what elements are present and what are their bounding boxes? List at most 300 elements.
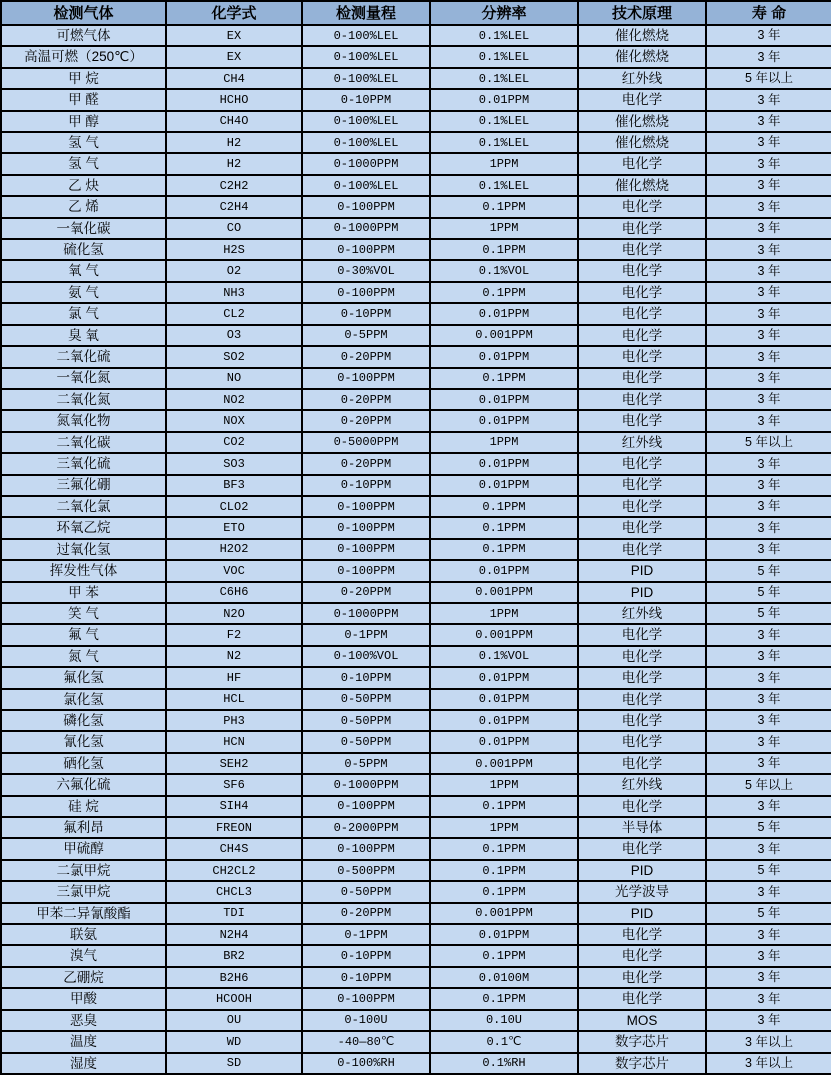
cell-gas: 氮 气 — [1, 646, 166, 667]
cell-range: 0-100PPM — [302, 796, 430, 817]
cell-resolution: 0.1%LEL — [430, 25, 578, 46]
cell-formula: HCN — [166, 731, 302, 752]
cell-principle: 电化学 — [578, 624, 706, 645]
table-row — [1, 475, 831, 496]
cell-principle: 电化学 — [578, 753, 706, 774]
table-row — [1, 1010, 831, 1031]
cell-formula: FREON — [166, 817, 302, 838]
cell-resolution: 0.1PPM — [430, 196, 578, 217]
cell-formula: H2O2 — [166, 539, 302, 560]
table-row — [1, 325, 831, 346]
cell-gas: 笑 气 — [1, 603, 166, 624]
cell-principle: PID — [578, 560, 706, 581]
cell-resolution: 0.1%LEL — [430, 46, 578, 67]
cell-lifespan: 3 年 — [706, 175, 831, 196]
cell-range: 0-100%LEL — [302, 175, 430, 196]
cell-range: 0-5PPM — [302, 753, 430, 774]
cell-formula: C2H4 — [166, 196, 302, 217]
cell-gas: 挥发性气体 — [1, 560, 166, 581]
cell-resolution: 0.1%LEL — [430, 175, 578, 196]
cell-principle: 电化学 — [578, 89, 706, 110]
cell-principle: 催化燃烧 — [578, 175, 706, 196]
cell-gas: 硒化氢 — [1, 753, 166, 774]
cell-principle: 电化学 — [578, 239, 706, 260]
cell-gas: 二氧化氮 — [1, 389, 166, 410]
cell-resolution: 0.001PPM — [430, 325, 578, 346]
cell-lifespan: 3 年 — [706, 624, 831, 645]
cell-formula: H2S — [166, 239, 302, 260]
table-row — [1, 924, 831, 945]
cell-principle: PID — [578, 582, 706, 603]
cell-resolution: 1PPM — [430, 774, 578, 795]
cell-principle: 电化学 — [578, 218, 706, 239]
cell-principle: 电化学 — [578, 924, 706, 945]
cell-principle: 催化燃烧 — [578, 46, 706, 67]
table-row — [1, 368, 831, 389]
cell-principle: 电化学 — [578, 475, 706, 496]
table-row — [1, 881, 831, 902]
cell-lifespan: 3 年 — [706, 796, 831, 817]
cell-gas: 三氟化硼 — [1, 475, 166, 496]
cell-resolution: 0.01PPM — [430, 667, 578, 688]
cell-formula: HCHO — [166, 89, 302, 110]
cell-resolution: 0.01PPM — [430, 389, 578, 410]
cell-gas: 一氧化碳 — [1, 218, 166, 239]
cell-resolution: 0.1PPM — [430, 282, 578, 303]
cell-lifespan: 3 年 — [706, 368, 831, 389]
cell-principle: 电化学 — [578, 988, 706, 1009]
cell-gas: 二氧化硫 — [1, 346, 166, 367]
cell-gas: 乙硼烷 — [1, 967, 166, 988]
cell-range: 0-100PPM — [302, 539, 430, 560]
cell-lifespan: 3 年 — [706, 539, 831, 560]
table-row — [1, 1053, 831, 1075]
cell-formula: BR2 — [166, 945, 302, 966]
table-row — [1, 624, 831, 645]
cell-resolution: 0.1%VOL — [430, 646, 578, 667]
cell-range: 0-100PPM — [302, 196, 430, 217]
cell-resolution: 0.1PPM — [430, 945, 578, 966]
table-row — [1, 774, 831, 795]
column-header-resolution: 分辨率 — [430, 1, 578, 25]
cell-principle: 电化学 — [578, 368, 706, 389]
cell-formula: SF6 — [166, 774, 302, 795]
table-row — [1, 945, 831, 966]
cell-lifespan: 3 年 — [706, 881, 831, 902]
cell-formula: NH3 — [166, 282, 302, 303]
cell-gas: 硫化氢 — [1, 239, 166, 260]
column-header-gas: 检测气体 — [1, 1, 166, 25]
cell-lifespan: 3 年 — [706, 988, 831, 1009]
table-row — [1, 111, 831, 132]
cell-principle: 数字芯片 — [578, 1053, 706, 1075]
cell-gas: 甲苯二异氰酸酯 — [1, 903, 166, 924]
cell-formula: CLO2 — [166, 496, 302, 517]
cell-principle: PID — [578, 903, 706, 924]
table-row — [1, 239, 831, 260]
cell-range: 0-100%LEL — [302, 111, 430, 132]
cell-range: 0-5PPM — [302, 325, 430, 346]
cell-gas: 氯化氢 — [1, 689, 166, 710]
table-row — [1, 731, 831, 752]
cell-gas: 乙 烯 — [1, 196, 166, 217]
cell-range: 0-10PPM — [302, 303, 430, 324]
table-row — [1, 453, 831, 474]
cell-range: 0-1000PPM — [302, 774, 430, 795]
cell-resolution: 0.001PPM — [430, 903, 578, 924]
cell-resolution: 0.01PPM — [430, 475, 578, 496]
cell-principle: 电化学 — [578, 667, 706, 688]
cell-lifespan: 3 年 — [706, 196, 831, 217]
cell-lifespan: 3 年 — [706, 517, 831, 538]
cell-gas: 温度 — [1, 1031, 166, 1052]
cell-range: 0-100PPM — [302, 560, 430, 581]
table-row — [1, 496, 831, 517]
cell-principle: 电化学 — [578, 967, 706, 988]
cell-resolution: 0.1%LEL — [430, 111, 578, 132]
cell-resolution: 0.01PPM — [430, 410, 578, 431]
table-row — [1, 860, 831, 881]
cell-resolution: 0.01PPM — [430, 89, 578, 110]
cell-lifespan: 3 年 — [706, 325, 831, 346]
cell-gas: 臭 氧 — [1, 325, 166, 346]
cell-formula: VOC — [166, 560, 302, 581]
cell-principle: 电化学 — [578, 389, 706, 410]
cell-range: 0-2000PPM — [302, 817, 430, 838]
cell-resolution: 0.1℃ — [430, 1031, 578, 1052]
cell-lifespan: 3 年 — [706, 475, 831, 496]
cell-gas: 三氯甲烷 — [1, 881, 166, 902]
cell-lifespan: 3 年 — [706, 346, 831, 367]
cell-formula: CL2 — [166, 303, 302, 324]
cell-formula: CH2CL2 — [166, 860, 302, 881]
cell-formula: O2 — [166, 260, 302, 281]
cell-range: 0-1000PPM — [302, 218, 430, 239]
table-body — [1, 25, 831, 1074]
table-row — [1, 25, 831, 46]
cell-range: 0-1PPM — [302, 924, 430, 945]
cell-resolution: 0.1%LEL — [430, 132, 578, 153]
cell-resolution: 0.1PPM — [430, 496, 578, 517]
cell-resolution: 0.01PPM — [430, 303, 578, 324]
table-row — [1, 282, 831, 303]
cell-lifespan: 3 年 — [706, 924, 831, 945]
cell-principle: 光学波导 — [578, 881, 706, 902]
table-row — [1, 432, 831, 453]
cell-gas: 二氯甲烷 — [1, 860, 166, 881]
table-row — [1, 667, 831, 688]
cell-principle: 催化燃烧 — [578, 132, 706, 153]
cell-gas: 环氧乙烷 — [1, 517, 166, 538]
cell-range: 0-20PPM — [302, 582, 430, 603]
cell-resolution: 0.01PPM — [430, 453, 578, 474]
table-row — [1, 517, 831, 538]
cell-lifespan: 5 年以上 — [706, 774, 831, 795]
cell-resolution: 0.001PPM — [430, 582, 578, 603]
cell-lifespan: 5 年 — [706, 817, 831, 838]
cell-range: 0-20PPM — [302, 903, 430, 924]
table-row — [1, 710, 831, 731]
cell-range: 0-10PPM — [302, 89, 430, 110]
cell-range: 0-1PPM — [302, 624, 430, 645]
cell-lifespan: 3 年 — [706, 710, 831, 731]
cell-formula: CO — [166, 218, 302, 239]
cell-principle: 电化学 — [578, 945, 706, 966]
cell-principle: 红外线 — [578, 603, 706, 624]
cell-formula: F2 — [166, 624, 302, 645]
cell-resolution: 1PPM — [430, 218, 578, 239]
table-row — [1, 410, 831, 431]
cell-range: 0-100PPM — [302, 496, 430, 517]
cell-resolution: 0.1PPM — [430, 881, 578, 902]
cell-lifespan: 3 年 — [706, 646, 831, 667]
cell-gas: 甲酸 — [1, 988, 166, 1009]
cell-formula: WD — [166, 1031, 302, 1052]
cell-gas: 溴气 — [1, 945, 166, 966]
cell-gas: 湿度 — [1, 1053, 166, 1075]
cell-formula: SO2 — [166, 346, 302, 367]
cell-gas: 氟利昂 — [1, 817, 166, 838]
cell-lifespan: 5 年 — [706, 582, 831, 603]
cell-resolution: 1PPM — [430, 432, 578, 453]
cell-lifespan: 3 年 — [706, 838, 831, 859]
cell-lifespan: 5 年 — [706, 560, 831, 581]
cell-lifespan: 3 年 — [706, 945, 831, 966]
cell-range: 0-20PPM — [302, 453, 430, 474]
cell-formula: B2H6 — [166, 967, 302, 988]
cell-range: 0-50PPM — [302, 881, 430, 902]
cell-principle: MOS — [578, 1010, 706, 1031]
table-row — [1, 218, 831, 239]
cell-principle: 红外线 — [578, 432, 706, 453]
cell-principle: 电化学 — [578, 260, 706, 281]
cell-lifespan: 3 年 — [706, 303, 831, 324]
cell-range: 0-100PPM — [302, 838, 430, 859]
cell-lifespan: 3 年 — [706, 753, 831, 774]
cell-resolution: 0.1PPM — [430, 796, 578, 817]
cell-gas: 可燃气体 — [1, 25, 166, 46]
cell-range: 0-100%LEL — [302, 68, 430, 89]
cell-formula: O3 — [166, 325, 302, 346]
cell-formula: HCL — [166, 689, 302, 710]
cell-principle: 电化学 — [578, 153, 706, 174]
cell-lifespan: 5 年以上 — [706, 432, 831, 453]
cell-principle: 电化学 — [578, 517, 706, 538]
cell-gas: 氢 气 — [1, 153, 166, 174]
cell-formula: SO3 — [166, 453, 302, 474]
cell-lifespan: 3 年 — [706, 260, 831, 281]
table-row — [1, 603, 831, 624]
cell-resolution: 1PPM — [430, 153, 578, 174]
cell-range: 0-30%VOL — [302, 260, 430, 281]
cell-resolution: 1PPM — [430, 817, 578, 838]
cell-gas: 磷化氢 — [1, 710, 166, 731]
cell-principle: PID — [578, 860, 706, 881]
cell-resolution: 0.1%RH — [430, 1053, 578, 1075]
table-row — [1, 1031, 831, 1052]
cell-formula: NOX — [166, 410, 302, 431]
cell-principle: 电化学 — [578, 196, 706, 217]
table-row — [1, 967, 831, 988]
cell-formula: TDI — [166, 903, 302, 924]
column-header-lifespan: 寿 命 — [706, 1, 831, 25]
cell-lifespan: 3 年 — [706, 132, 831, 153]
cell-range: 0-100PPM — [302, 517, 430, 538]
cell-formula: C2H2 — [166, 175, 302, 196]
table-row — [1, 132, 831, 153]
cell-lifespan: 3 年 — [706, 967, 831, 988]
cell-range: 0-100%VOL — [302, 646, 430, 667]
cell-range: 0-10PPM — [302, 945, 430, 966]
cell-principle: 红外线 — [578, 68, 706, 89]
cell-gas: 硅 烷 — [1, 796, 166, 817]
cell-range: 0-100U — [302, 1010, 430, 1031]
cell-lifespan: 3 年 — [706, 689, 831, 710]
cell-range: 0-20PPM — [302, 410, 430, 431]
cell-lifespan: 3 年 — [706, 218, 831, 239]
cell-lifespan: 3 年 — [706, 111, 831, 132]
cell-principle: 电化学 — [578, 796, 706, 817]
cell-formula: CO2 — [166, 432, 302, 453]
cell-gas: 恶臭 — [1, 1010, 166, 1031]
cell-formula: HF — [166, 667, 302, 688]
table-row — [1, 988, 831, 1009]
cell-range: 0-20PPM — [302, 346, 430, 367]
cell-gas: 联氨 — [1, 924, 166, 945]
cell-range: 0-50PPM — [302, 689, 430, 710]
cell-gas: 高温可燃（250℃） — [1, 46, 166, 67]
cell-principle: 电化学 — [578, 838, 706, 859]
header-row — [1, 1, 831, 25]
cell-principle: 电化学 — [578, 303, 706, 324]
table-row — [1, 582, 831, 603]
cell-formula: CH4S — [166, 838, 302, 859]
cell-formula: N2 — [166, 646, 302, 667]
table-row — [1, 817, 831, 838]
cell-resolution: 0.01PPM — [430, 560, 578, 581]
table-row — [1, 153, 831, 174]
cell-resolution: 0.01PPM — [430, 689, 578, 710]
cell-gas: 六氟化硫 — [1, 774, 166, 795]
cell-range: 0-100%RH — [302, 1053, 430, 1075]
table-row — [1, 838, 831, 859]
cell-gas: 氟 气 — [1, 624, 166, 645]
cell-lifespan: 3 年 — [706, 89, 831, 110]
cell-principle: 红外线 — [578, 774, 706, 795]
cell-resolution: 0.01PPM — [430, 924, 578, 945]
cell-formula: BF3 — [166, 475, 302, 496]
cell-resolution: 0.001PPM — [430, 624, 578, 645]
cell-gas: 甲 醛 — [1, 89, 166, 110]
cell-range: 0-1000PPM — [302, 603, 430, 624]
cell-formula: CH4O — [166, 111, 302, 132]
cell-resolution: 0.1PPM — [430, 239, 578, 260]
cell-resolution: 0.1PPM — [430, 368, 578, 389]
cell-lifespan: 3 年 — [706, 410, 831, 431]
cell-resolution: 0.0100M — [430, 967, 578, 988]
cell-range: 0-50PPM — [302, 731, 430, 752]
cell-principle: 电化学 — [578, 646, 706, 667]
cell-range: 0-100%LEL — [302, 132, 430, 153]
cell-range: 0-100PPM — [302, 988, 430, 1009]
cell-gas: 三氧化硫 — [1, 453, 166, 474]
cell-lifespan: 3 年 — [706, 453, 831, 474]
cell-formula: H2 — [166, 132, 302, 153]
cell-principle: 电化学 — [578, 282, 706, 303]
table-row — [1, 560, 831, 581]
cell-principle: 电化学 — [578, 496, 706, 517]
cell-principle: 半导体 — [578, 817, 706, 838]
table-row — [1, 303, 831, 324]
cell-range: 0-1000PPM — [302, 153, 430, 174]
cell-resolution: 1PPM — [430, 603, 578, 624]
cell-lifespan: 3 年 — [706, 46, 831, 67]
cell-principle: 数字芯片 — [578, 1031, 706, 1052]
cell-principle: 电化学 — [578, 689, 706, 710]
cell-range: 0-100PPM — [302, 282, 430, 303]
cell-gas: 二氧化氯 — [1, 496, 166, 517]
cell-range: 0-500PPM — [302, 860, 430, 881]
cell-resolution: 0.01PPM — [430, 710, 578, 731]
cell-formula: N2O — [166, 603, 302, 624]
cell-formula: HCOOH — [166, 988, 302, 1009]
table-row — [1, 89, 831, 110]
cell-lifespan: 3 年 — [706, 731, 831, 752]
cell-gas: 甲 烷 — [1, 68, 166, 89]
cell-formula: H2 — [166, 153, 302, 174]
cell-formula: ETO — [166, 517, 302, 538]
cell-gas: 甲硫醇 — [1, 838, 166, 859]
cell-resolution: 0.1PPM — [430, 539, 578, 560]
cell-gas: 氯 气 — [1, 303, 166, 324]
cell-resolution: 0.10U — [430, 1010, 578, 1031]
cell-range: 0-100PPM — [302, 239, 430, 260]
cell-range: 0-100%LEL — [302, 46, 430, 67]
cell-formula: EX — [166, 46, 302, 67]
cell-lifespan: 3 年 — [706, 282, 831, 303]
cell-formula: CH4 — [166, 68, 302, 89]
cell-formula: NO2 — [166, 389, 302, 410]
cell-gas: 甲 醇 — [1, 111, 166, 132]
cell-lifespan: 3 年 — [706, 1010, 831, 1031]
table-row — [1, 68, 831, 89]
cell-gas: 氨 气 — [1, 282, 166, 303]
cell-principle: 电化学 — [578, 325, 706, 346]
cell-gas: 氰化氢 — [1, 731, 166, 752]
table-row — [1, 753, 831, 774]
table-row — [1, 689, 831, 710]
cell-lifespan: 5 年 — [706, 860, 831, 881]
cell-lifespan: 3 年以上 — [706, 1031, 831, 1052]
cell-range: 0-10PPM — [302, 475, 430, 496]
cell-formula: EX — [166, 25, 302, 46]
cell-lifespan: 3 年 — [706, 153, 831, 174]
cell-gas: 氧 气 — [1, 260, 166, 281]
cell-range: 0-10PPM — [302, 667, 430, 688]
cell-lifespan: 3 年 — [706, 496, 831, 517]
cell-resolution: 0.01PPM — [430, 731, 578, 752]
column-header-formula: 化学式 — [166, 1, 302, 25]
cell-formula: SEH2 — [166, 753, 302, 774]
cell-lifespan: 5 年 — [706, 903, 831, 924]
cell-gas: 乙 炔 — [1, 175, 166, 196]
cell-lifespan: 3 年 — [706, 389, 831, 410]
table-row — [1, 389, 831, 410]
table-row — [1, 260, 831, 281]
cell-gas: 二氧化碳 — [1, 432, 166, 453]
cell-principle: 电化学 — [578, 453, 706, 474]
cell-formula: CHCL3 — [166, 881, 302, 902]
